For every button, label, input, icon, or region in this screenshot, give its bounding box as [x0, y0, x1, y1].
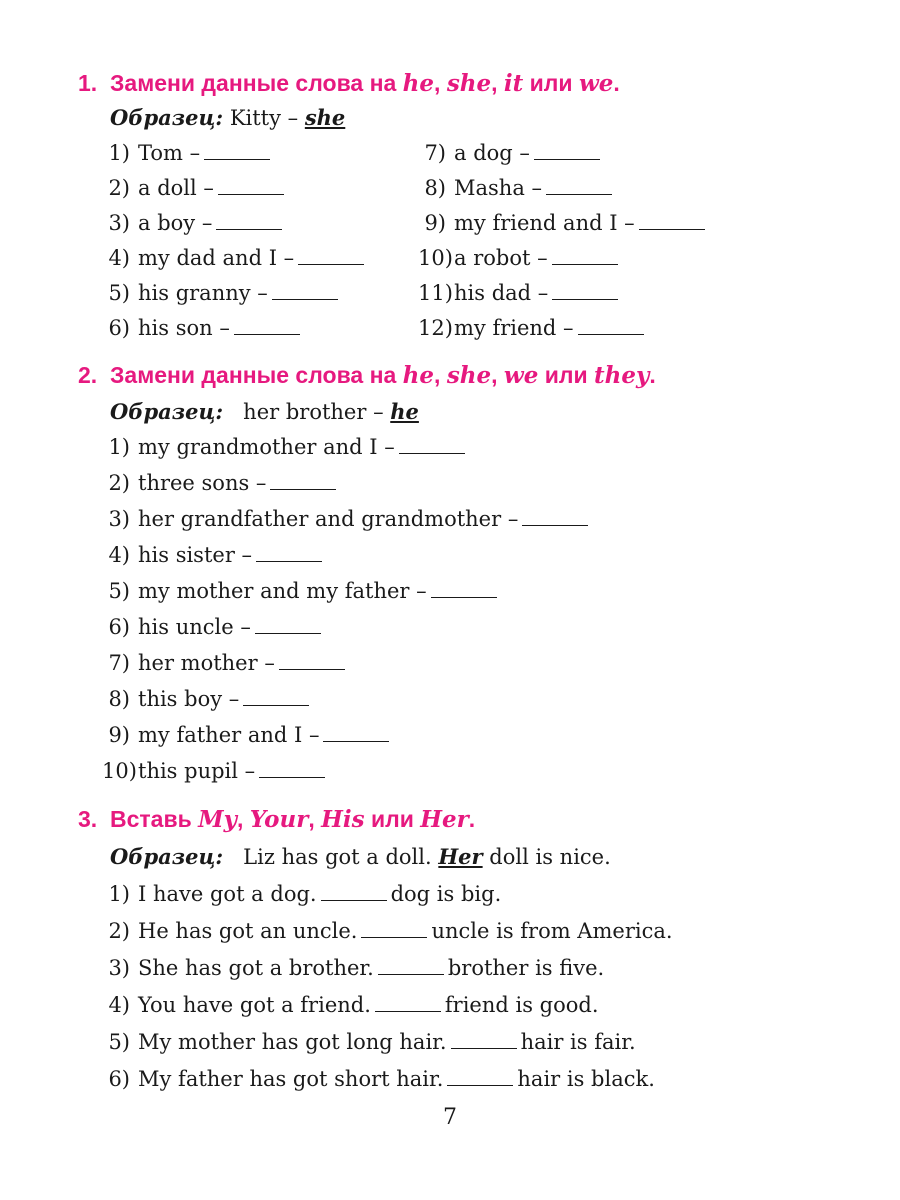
ex1-item: 5) his granny –: [102, 279, 342, 307]
answer-blank[interactable]: [256, 547, 322, 562]
ex1-item: 2) a doll –: [102, 174, 288, 202]
answer-blank[interactable]: [218, 180, 284, 195]
answer-blank[interactable]: [216, 215, 282, 230]
ex1-item: 4) my dad and I –: [102, 244, 368, 272]
ex3-item: 6) My father has got short hair. hair is black.: [108, 1067, 655, 1091]
ex2-item: 9) my father and I –: [102, 721, 393, 749]
answer-blank[interactable]: [639, 215, 705, 230]
ex1-item: 8) Masha –: [418, 174, 616, 202]
exercise-2-heading: 2. Замени данные слова на he, she, we или they.: [78, 362, 656, 389]
answer-blank[interactable]: [552, 285, 618, 300]
answer-blank[interactable]: [298, 250, 364, 265]
ex2-item: 4) his sister –: [102, 541, 326, 569]
answer-blank[interactable]: [279, 655, 345, 670]
ex1-item: 7) a dog –: [418, 139, 604, 167]
exercise-3-sample: Образец: Liz has got a doll. Her doll is nice.: [110, 844, 611, 869]
exercise-1-sample: Образец: Kitty – she: [110, 105, 346, 130]
exercise-1-heading: 1. Замени данные слова на he, she, it или we.: [78, 70, 620, 97]
answer-blank[interactable]: [234, 320, 300, 335]
exercise-3-heading: 3. Вставь My, Your, His или Her.: [78, 806, 476, 833]
ex3-item: 4) You have got a friend. friend is good.: [108, 993, 599, 1017]
ex2-item: 3) her grandfather and grandmother –: [102, 505, 592, 533]
ex2-item: 7) her mother –: [102, 649, 349, 677]
answer-blank[interactable]: [272, 285, 338, 300]
ex3-item: 2) He has got an uncle. uncle is from America.: [108, 919, 673, 943]
answer-blank[interactable]: [259, 763, 325, 778]
ex2-item: 8) this boy –: [102, 685, 313, 713]
answer-blank[interactable]: [522, 511, 588, 526]
answer-blank[interactable]: [578, 320, 644, 335]
ex2-item: 2) three sons –: [102, 469, 340, 497]
ex3-item: 1) I have got a dog. dog is big.: [108, 882, 502, 906]
answer-blank[interactable]: [375, 997, 441, 1012]
answer-blank[interactable]: [270, 475, 336, 490]
ex3-item: 3) She has got a brother. brother is five.: [108, 956, 605, 980]
ex1-item: 9) my friend and I –: [418, 209, 709, 237]
answer-blank[interactable]: [447, 1071, 513, 1086]
ex1-item: 6) his son –: [102, 314, 304, 342]
answer-blank[interactable]: [552, 250, 618, 265]
ex2-item: 5) my mother and my father –: [102, 577, 501, 605]
ex2-item: 1) my grandmother and I –: [102, 433, 469, 461]
answer-blank[interactable]: [378, 960, 444, 975]
ex1-item: 1) Tom –: [102, 139, 274, 167]
answer-blank[interactable]: [546, 180, 612, 195]
answer-blank[interactable]: [204, 145, 270, 160]
exercise-2-sample: Образец: her brother – he: [110, 399, 419, 424]
answer-blank[interactable]: [361, 923, 427, 938]
ex3-item: 5) My mother has got long hair. hair is fair.: [108, 1030, 636, 1054]
answer-blank[interactable]: [243, 691, 309, 706]
ex1-item: 10)a robot –: [418, 244, 622, 272]
answer-blank[interactable]: [323, 727, 389, 742]
ex2-item: 6) his uncle –: [102, 613, 325, 641]
answer-blank[interactable]: [431, 583, 497, 598]
answer-blank[interactable]: [534, 145, 600, 160]
answer-blank[interactable]: [321, 886, 387, 901]
page-number: 7: [443, 1105, 457, 1130]
ex1-item: 12)my friend –: [418, 314, 648, 342]
answer-blank[interactable]: [255, 619, 321, 634]
ex1-item: 11)his dad –: [418, 279, 622, 307]
answer-blank[interactable]: [451, 1034, 517, 1049]
answer-blank[interactable]: [399, 439, 465, 454]
ex1-item: 3) a boy –: [102, 209, 286, 237]
ex2-item: 10)this pupil –: [102, 757, 329, 785]
